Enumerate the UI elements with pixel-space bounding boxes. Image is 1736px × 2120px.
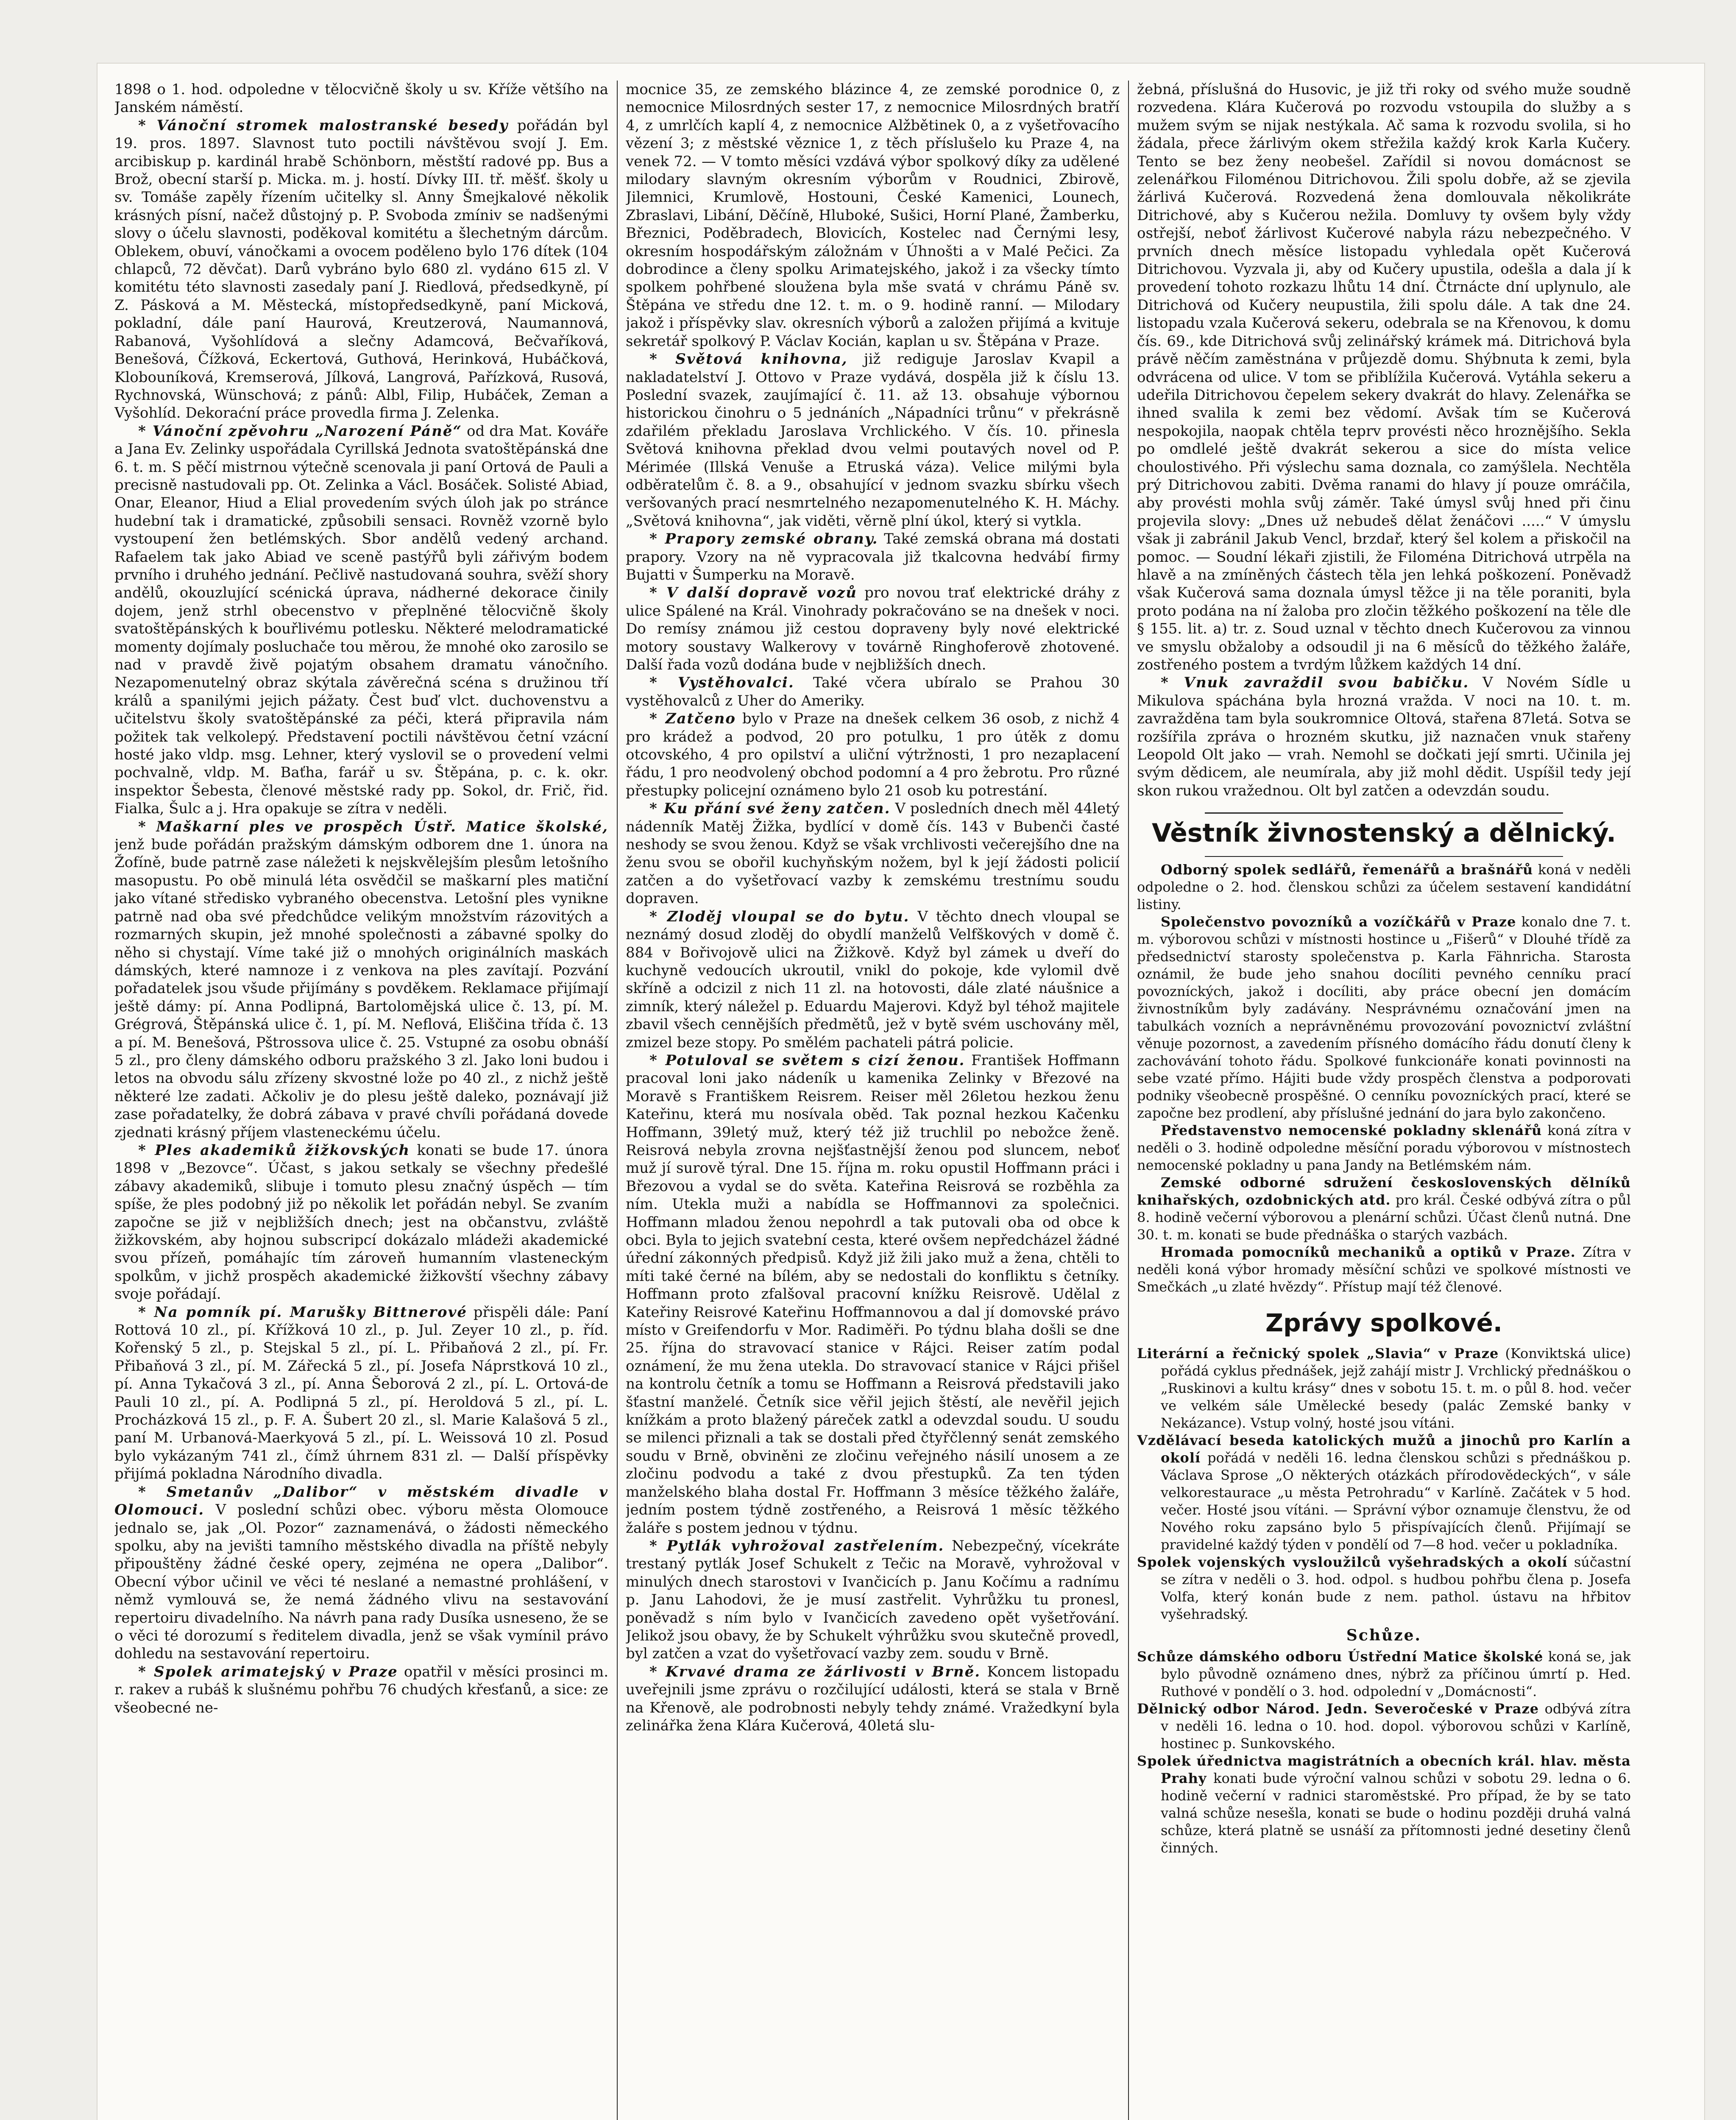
- article: [626, 908, 1120, 1052]
- notice-body: Zítra v neděli koná výbor hromady měsíční schůzi ve spolkové místnosti ve Smečkách „u zlaté hvězdy“. Přístup mají též členové.: [1137, 1244, 1631, 1295]
- article: [114, 1663, 608, 1717]
- article-body: pro novou trať elektrické dráhy z ulice Spálené na Král. Vinohrady pokračováno se na dnešek v noci. Do remísy známou již cestou dopraveny byly nové elektrické motory soustavy Walkerovy v továrně Ringhoferově zhotovené. Další řada vozů dodána bude v nejbližších dnech.: [626, 584, 1120, 673]
- notice-headline: Představenstvo nemocenské pokladny sklenářů: [1161, 1122, 1542, 1139]
- notice: [1137, 1700, 1631, 1752]
- article-headline: * Krvavé drama ze žárlivosti v Brně.: [649, 1663, 981, 1680]
- notice: [1137, 913, 1631, 1122]
- article: [626, 1052, 1120, 1537]
- article-body: konati se bude 17. února 1898 v „Bezovce“. Účast, s jakou setkaly se všechny předešlé zábavy akademiků, slibuje i tomuto plesu značný úspěch — tím spíše, že ples podobný již po několik let pořádán nebyl. Se zvaním započne se již v nejbližších dnech; jest na občanstvu, zvláště žižkovském, aby hojnou subscripcí dokázalo mládeži akademické svou přízeň, pomáhajíc tím zároveň humanním vlasteneckým spolkům, v jichž prospěch akademické žižkovští všechny zábavy svoje pořádají.: [114, 1141, 608, 1303]
- vestnik-section: [1137, 861, 1631, 1296]
- article: [114, 1483, 608, 1663]
- notice-headline: Spolek vojenských vysloužilců vyšehradských a okolí: [1137, 1554, 1568, 1570]
- notice: [1137, 861, 1631, 913]
- notice: [1137, 1122, 1631, 1174]
- zpravy-section: [1137, 1345, 1631, 1623]
- article-body: jenž bude pořádán pražským dámským odborem dne 1. února na Žofíně, bude patrně zase náležeti k nejskvělejším plesům letošního masopustu. Po obě minulá léta osvědčil se maškarní ples matiční jako vítané středisko vybraného obecenstva. Letošní ples vynikne patrně nad oba své předchůdce velikým množstvím rázovitých a rozmarných skupin, jež mnohé společnosti a zábavné spolky do něho si chystají. Víme také již o mnohých originálních maskách dámských, které namnoze i z venkova na ples zavítají. Pozvání pořadatelek jsou všude přijímány s povděkem. Reklamace přijímají ještě dámy: pí. Anna Podlipná, Bartolomějská ulice č. 13, pí. M. Grégrová, Štěpánská ulice č. 1, pí. M. Neflová, Eliščina třída č. 13 a pí. M. Benešová, Pštrossova ulice č. 25. Vstupné za osobu obnáší 5 zl., pro členy dámského odboru pražského 3 zl. Jako loni budou i letos na obvodu sálu zřízeny skvostné lože po 40 zl., z nichž ještě některé lze zadati. Ačkoliv je do plesu ještě daleko, poznávají již zase pořadatelky, že dobrá zábava v pravé chvíli pořádaná dovede zjednati krásný příjem vlasteneckému účelu.: [114, 836, 608, 1141]
- notice-body: koná zítra v neděli o 3. hodině odpoledne měsíční poradu výborovou v místnostech nemocenské pokladny u pana Jandy na Betlémském nám.: [1137, 1122, 1631, 1174]
- article-headline: * Spolek arimatejský v Praze: [138, 1663, 398, 1680]
- article-headline: * Pytlák vyhrožoval zastřelením.: [649, 1537, 945, 1554]
- article-headline: * Vánoční zpěvohru „Narození Páně“: [138, 422, 462, 440]
- notice-body: koná se, jak bylo původně oznámeno dnes, nýbrž za příčinou úmrtí p. Hed. Ruthové v pondělí o 3. hod. odpolední v „Domácnosti“.: [1161, 1648, 1631, 1699]
- article: [114, 117, 608, 422]
- article: [114, 818, 608, 1141]
- notice-headline: Spolek úřednictva magistrátních a obecních král. hlav. města Prahy: [1137, 1752, 1631, 1786]
- notice-body: pro král. České odbývá zítra o půl 8. hodině večerní výborovou a plenární schůzi. Účast členů nutná. Dne 30. t. m. konati se bude přednáška o starých vazbách.: [1137, 1192, 1631, 1243]
- notice-headline: Vzdělávací beseda katolických mužů a jinochů pro Karlín a okolí: [1137, 1432, 1631, 1466]
- article-body: Také včera ubíralo se Prahou 30 vystěhovalců z Uher do Ameriky.: [626, 674, 1120, 709]
- article-body: přispěli dále: Paní Rottová 10 zl., pí. Křížková 10 zl., p. Jul. Zeyer 10 zl., p. říd. Kořenský 5 zl., p. Stejskal 5 zl., pí. L. Přibaňová 2 zl., pí. Fr. Přibaňová 3 zl., pí. M. Zářecká 5 zl., pí. Josefa Náprstková 10 zl., pí. Anna Tykačová 3 zl., pí. Anna Šeborová 2 zl., pí. L. Ortová-de Pauli 10 zl., pí. A. Podlipná 5 zl., pí. Heroldová 5 zl., pí. L. Procházková 15 zl., p. F. A. Šubert 20 zl., sl. Marie Kalašová 5 zl., paní M. Urbanová-Maerkyová 5 zl., pí. L. Weissová 10 zl. Posud bylo vykázaným 741 zl., čímž úhrnem 831 zl. — Další příspěvky přijímá pokladna Národního divadla.: [114, 1303, 608, 1483]
- article-body: Koncem listopadu uveřejnili jsme zprávu o rozčilující události, která se stala v Brně na Křenově, ale podrobnosti nebyly tehdy známé. Vražedkyní byla zelinářka žena Klára Kučerová, 40letá slu-: [626, 1663, 1120, 1734]
- article-paragraph: mocnice 35, ze zemského blázince 4, ze zemské porodnice 0, z nemocnice Milosrdných sester 17, z nemocnice Milosrdných bratří 4, z umrlčích kaplí 4, z nemocnice Alžbětinek 0, a z vyšetřovacího vězení 3; z městské věznice 1, z těch příslušelo ku Praze 4, na venek 72. — V tomto měsíci vzdává výbor spolkový díky za udělené milodary slavným okresním výborům v Roudnici, Zbirově, Jilemnici, Krumlově, Hostouni, České Kamenici, Lounech, Zbraslavi, Libání, Děčíně, Hluboké, Sušici, Horní Plané, Žamberku, Březnici, Poděbradech, Blovicích, Kostelec nad Černými lesy, okresním hospodářským záložnám v Úhnošti a v Malé Pečici. Za dobrodince a členy spolku Arimatejského, jakož i za všecky tímto spolkem pohřbené sloužena byla mše svatá v chrámu Páně sv. Štěpána ve středu dne 12. t. m. o 9. hodině ranní. — Milodary jakož i příspěvky slav. okresních výborů a založen přijímá a kvituje sekretář spolkový P. Václav Kocián, kaplan u sv. Štěpána v Praze.: [626, 81, 1120, 350]
- notice: [1137, 1345, 1631, 1432]
- article-headline: * V další dopravě vozů: [649, 584, 857, 602]
- notice: [1137, 1554, 1631, 1623]
- article-headline: * Maškarní ples ve prospěch Ústř. Matice školské,: [138, 818, 608, 835]
- article: [626, 1663, 1120, 1735]
- article-headline: * Vystěhovalci.: [649, 674, 794, 692]
- section-heading-schuze: Schůze.: [1346, 1626, 1422, 1645]
- article-headline: * Na pomník pí. Marušky Bittnerové: [138, 1303, 467, 1321]
- article-headline: * Smetanův „Dalibor“ v městském divadle v Olomouci.: [114, 1483, 608, 1519]
- article-headline: * Ku přání své ženy zatčen.: [649, 800, 891, 817]
- article: [626, 1537, 1120, 1663]
- article-headline: * Ples akademiků žižkovských: [138, 1141, 410, 1159]
- article-body: opatřil v měsíci prosinci m. r. rakev a rubáš k slušnému pohřbu 76 chudých křesťanů, a sice: ze všeobecné ne-: [114, 1663, 608, 1716]
- column-divider: [1128, 81, 1129, 2120]
- section-rule: [1205, 856, 1563, 857]
- section-heading-vestnik: Věstník živnostenský a dělnický.: [1152, 818, 1616, 848]
- notice-body: odbývá zítra v neděli 16. ledna o 10. hod. dopol. výborovou schůzi v Karlíně, hostinec p. Sunkovského.: [1161, 1700, 1631, 1752]
- article: [626, 350, 1120, 530]
- notice: [1137, 1244, 1631, 1296]
- article: [626, 674, 1120, 710]
- article: [114, 1141, 608, 1303]
- article-headline: * Světová knihovna,: [649, 351, 848, 368]
- article-body: Také zemská obrana má dostati prapory. Vzory na ně vypracovala již tkalcovna hedvábí firmy Bujatti v Šumperku na Moravě.: [626, 530, 1120, 583]
- newspaper-page: [98, 64, 1704, 2120]
- notice-body: (Konviktská ulice) pořádá cyklus přednášek, jejž zahájí mistr J. Vrchlický přednáškou o „Ruskinovi a kultu krásy“ dnes v sobotu 15. t. m. o půl 8. hod. večer ve velkém sále Umělecké besedy (palác Zemské banky v Nekázance). Vstup volný, hosté jsou vítáni.: [1161, 1345, 1631, 1431]
- article-body: V posledních dnech měl 44letý nádenník Matěj Žižka, bydlící v domě čís. 143 v Bubenči časté neshody se svou ženou. Když se však vrchlivosti večerejšího dne na ženu svou se obořil kuchyňským nožem, byl k její žádosti policií zatčen a do vyšetřovací vazby k zemskému trestnímu soudu dopraven.: [626, 800, 1120, 907]
- notice-body: pořádá v neděli 16. ledna členskou schůzi s přednáškou p. Václava Sprose „O některých otázkách přírodovědeckých“, v sále velkorestaurace „u města Petrohradu“ v Karlíně. Začátek v 5 hod. večer. Hosté jsou vítáni. — Správní výbor oznamuje členstvu, že od Nového roku zapsáno bylo 5 přispívajících členů. Přijímají se pravidelné každý týden v pondělí od 7—8 hod. večer u pokladníka.: [1161, 1450, 1631, 1553]
- article: [114, 1303, 608, 1483]
- notice: [1137, 1432, 1631, 1554]
- notice-headline: Dělnický odbor Národ. Jedn. Severočeské v Praze: [1137, 1700, 1539, 1717]
- notice-body: súčastní se zítra v neděli o 3. hod. odpol. s hudbou pohřbu člena p. Josefa Volfa, který konán bude z nem. pathol. ústavu na hřbitov vyšehradský.: [1161, 1554, 1631, 1623]
- article-paragraph: 1898 o 1. hod. odpoledne v tělocvičně školy u sv. Kříže většího na Janském náměstí.: [114, 81, 608, 116]
- article-body: František Hoffmann pracoval loni jako nádeník u kamenika Zelinky v Březové na Moravě s Františkem Reisrem. Reiser měl 26letou hezkou ženu Kateřinu, která mu nosívala oběd. Tak poznal hezkou Kačenku Hoffmann, 39letý muž, který též již truchlil po nebožce ženě. Reisrová nebyla zrovna nejšťastnější ženou pod sluncem, neboť muž jí surově týral. Dne 15. října m. roku opustil Hoffmann práci i Březovou a vydal se do světa. Kateřina Reisrová se rozběhla za ním. Utekla muži a nabídla se Hoffmannovi za společnici. Hoffmann mladou ženou nepohrdl a tak putovali oba od obce k obci. Byla to jejich svatební cesta, které ovšem nepředcházel žádné úřední zákonných předpisů. Když již žili jako muž a žena, chtěli to míti také černé na bílém, aby se nedostali do konfliktu s četníky. Hoffmann proto zfalšoval pracovní knížku Reisrově. Udělal z Kateřiny Reisrové Kateřinu Hoffmannovou a dal jí domovské právo místo v Greifendorfu v Mor. Radiměři. Po týdnu blaha došli se dne 25. října do stravovací stanice v Rájci. Reiser zatím podal oznámení, že mu žena utekla. Do stravovací stanice v Rájci přišel na kontrolu četník a tomu se Hoffmann a Reisrová představili jako šťastní manželé. Četník sice věřil jejich štěstí, ale nevěřil jejich knížkám a proto blažený páreček zatkl a odevzdal soudu. U soudu se milenci přiznali a tak se dostali před čtyřčlenný senát zemského soudu v Brně, obviněni ze zločinu veřejného násilí unosem a ze zločinu podvodu a také z dvou přestupků. Za ten týden manželského blaha dostal Fr. Hoffmann 3 měsíce těžkého žaláře, jedním postem týdně zostřeného, a Reisrová 1 měsíc těžkého žaláře s postem jednou v týdnu.: [626, 1052, 1120, 1537]
- notice-headline: Literární a řečnický spolek „Slavia“ v Praze: [1137, 1345, 1499, 1362]
- section-rule: [1205, 812, 1563, 814]
- column-divider: [617, 81, 618, 2120]
- column-left: [114, 81, 608, 2120]
- notice: [1137, 1752, 1631, 1857]
- article: [1137, 674, 1631, 800]
- notice-headline: Společenstvo povozníků a vozíčkářů v Praze: [1161, 914, 1516, 930]
- column-middle: [626, 81, 1120, 2120]
- notice-headline: Odborný spolek sedlářů, řemenářů a brašnářů: [1161, 862, 1533, 878]
- notice-headline: Hromada pomocníků mechaniků a optiků v Praze.: [1161, 1244, 1576, 1261]
- article-headline: * Prapory zemské obrany.: [649, 530, 878, 548]
- schuze-section: [1137, 1648, 1631, 1857]
- article-headline: * Vnuk zavraždil svou babičku.: [1161, 674, 1469, 692]
- notice-headline: Schůze dámského odboru Ústřední Matice školské: [1137, 1648, 1544, 1665]
- article: [114, 422, 608, 818]
- article-headline: * Zatčeno: [649, 710, 736, 728]
- article-body: bylo v Praze na dnešek celkem 36 osob, z nichž 4 pro krádež a podvod, 20 pro potulku, 1 pro útěk z domu otcovského, 4 pro opilství a uliční výtržnosti, 1 pro nezaplacení řádu, 1 pro neodvolený obchod podomní a 4 pro žebrotu. Pro různé přestupky policejní oznámeno bylo 21 osob ku potrestání.: [626, 710, 1120, 799]
- column-right: [1137, 81, 1631, 2120]
- notice-body: koná v neděli odpoledne o 2. hod. členskou schůzi za účelem sestavení kandidátní listiny.: [1137, 862, 1631, 913]
- article-body: V Novém Sídle u Mikulova spáchána byla hrozná vražda. V noci na 10. t. m. zavražděna tam byla soukromnice Oltová, stařena 87letá. Sotva se rozšířila zpráva o hrozném skutku, již naznačen vnuk stařeny Leopold Olt jako — vrah. Nemohl se dočkati její smrti. Učinila jej svým dědicem, ale neumírala, aby již mohl dědit. Uspíšil tedy její skon rukou vražednou. Olt byl zatčen a odevzdán soudu.: [1137, 674, 1631, 799]
- article-body: V těchto dnech vloupal se neznámý dosud zloděj do obydlí manželů Velfškových v domě č. 884 v Bořivojově ulici na Žižkově. Když byl zámek u dveří do kuchyně vedoucích ukroutil, vnikl do pokoje, kde vylomil dvě skříně a odcizil z nich 11 zl. na hotovosti, dále zlaté náušnice a zimník, který náležel p. Eduardu Majerovi. Když byl téhož majitele zbavil všech cennějších předmětů, jež v bytě svém uschovány měl, zmizel beze stopy. Po smělém pachateli pátrá policie.: [626, 908, 1120, 1051]
- article: [626, 584, 1120, 674]
- article-body: V poslední schůzi obec. výboru města Olomouce jednalo se, jak „Ol. Pozor“ zaznamenává, o žádosti německého spolku, aby na jevišti tamního městského divadla na příště nebyly připouštěny žádné české opery, zejména ne opera „Dalibor“. Obecní výbor učinil ve věci té neslané a nemastné prohlášení, v němž vymlouvá se, že nemá žádného vlivu na sestavování repertoiru divadelního. Na návrh pana rady Dusíka usneseno, že se o věci té dorozumí s ředitelem divadla, jenž se však vymínil právo dohledu na sestavování repertoiru.: [114, 1501, 608, 1663]
- article-headline: * Potuloval se světem s cizí ženou.: [649, 1052, 965, 1069]
- notice-body: konalo dne 7. t. m. výborovou schůzi v místnosti hostince u „Fišerů“ v Dlouhé třídě za předsednictví starosty společenstva p. Karla Fähnricha. Starosta oznámil, že bude jeho snahou docíliti pevného cenníku prací povozníckých, jakož i docíliti, aby práce obecní jen domácím živnostníkům byly zadávány. Nesprávnému označování jmen na tabulkách vozních a neprávněnému provozování povoznictví zvláštní věnuje pozornost, a zavedením přísného domácího řádu donutí členy k zachovávání tohoto řádu. Spolkové funkcionáře konati povinnosti na sebe vzaté přímo. Hájiti bude vždy prospěch členstva a podporovati podniky všeobecně prospěšné. O cenníku povozníckých prací, které se započne bez prodlení, aby příslušné jednání do jara bylo zakončeno.: [1137, 914, 1631, 1121]
- article-paragraph: žebná, příslušná do Husovic, je již tři roky od svého muže soudně rozvedena. Klára Kučerová po rozvodu vstoupila do služby a s mužem svým se nijak nestýkala. Ač sama k rozvodu svolila, si ho žádala, přece žárlivým okem střežila každý krok Karla Kučery. Tento se bez ženy neobešel. Zařídil si novou domácnost se zelenářkou Filoménou Ditrichovou. Žili spolu dobře, až se zjevila žárlivá Kučerová. Rozvedená žena domlouvala několikráte Ditrichové, aby s Kučerou nežila. Domluvy ty ovšem byly vždy ostřejší, neboť žárlivost Kučerové nabyla rázu nebezpečného. V prvních dnech měsíce listopadu vyhledala opět Kučerová Ditrichovou. Vyzvala ji, aby od Kučery upustila, odešla a dala jí k provedení tohoto rozkazu lhůtu 14 dní. Čtrnácte dní uplynulo, ale Ditrichová od Kučery neupustila, žili spolu dále. A tak dne 24. listopadu vzala Kučerová sekeru, odebrala se na Křenovou, k domu čís. 69., kde Ditrichová svůj zelinářský krámek má. Ditrichová byla právě něčím zaměstnána v průjezdě domu. Shýbnuta k zemi, byla odvrácena od ulice. V tom se přiblížila Kučerová. Vytáhla sekeru a udeřila Ditrichovou čepelem sekery dvakrát do hlavy. Zelenářka se ihned svalila k zemi bez vědomí. Avšak tím se Kučerová nespokojila, naopak chtěla teprv provésti něco hroznějšího. Sekla po omdlelé ještě dvakrát sekerou a sice do místa velice choulostivého. Při výslechu sama doznala, co zamýšlela. Nechtěla prý Ditrichovou zabiti. Dvěma ranami do hlavy jí pouze omráčila, aby provésti mohla svůj záměr. Také úmysl svůj hned při činu projevila slovy: „Dnes už nebudeš dělat ženáčovi .....“ V úmyslu však ji zabránil Jakub Vencl, brzdař, který šel kolem a přiskočil na pomoc. — Soudní lékaři zjistili, že Filoména Ditrichová utrpěla na hlavě a na zmíněných částech těla jen lehká poškození. Poněvadž však Kučerová sama doznala úmysl těžce ji na těle poraniti, byla proto podána na ní žaloba pro zločin těžkého poškození na těle dle § 155. lit. a) tr. z. Soud uznal v těchto dnech Kučerovou za vinnou ve smyslu obžaloby a odsoudil ji na 6 měsíců do těžkého žaláře, zostřeného postem a tvrdým lůžkem každých 14 dní.: [1137, 81, 1631, 673]
- article-body: již rediguje Jaroslav Kvapil a nakladatelství J. Ottovo v Praze vydává, dospěla již k číslu 13. Poslední svazek, zaujímající č. 11. až 13. obsahuje výbornou historickou činohru o 5 jednáních „Nápadníci trůnu“ v překrásně zdařilém překladu Jaroslava Vrchlického. V čís. 10. přinesla Světová knihovna překlad dvou velmi poutavých novel od P. Mérimée (Illská Venuše a Etruská váza). Velice milými byla odběratelům č. 8. a 9., obsahující v jednom svazku sbírku všech veršovaných prací nesmrtelného nezapomenutelného K. H. Máchy. „Světová knihovna“, jak viděti, věrně plní úkol, který si vytkla.: [626, 351, 1120, 530]
- article: [626, 530, 1120, 584]
- section-heading-zpravy: Zprávy spolkové.: [1265, 1308, 1502, 1338]
- notice: [1137, 1648, 1631, 1700]
- notice-body: konati bude výroční valnou schůzi v sobotu 29. ledna o 6. hodině večerní v radnici staroměstské. Pro případ, že by se tato valná schůze nesešla, konati se bude o hodinu později druhá valná schůze, která platně se usnáší za přítomnosti jedné desetiny členů činných.: [1161, 1770, 1631, 1856]
- article-body: od dra Mat. Kováře a Jana Ev. Zelinky uspořádala Cyrillská Jednota svatoštěpánská dne 6. t. m. S pěčí mistrnou výtečně scenovala ji paní Ortová de Pauli a precisně nastudovali pp. Ot. Zelinka a Václ. Bosáček. Solisté Abiad, Onar, Eleanor, Hiud a Elial provedením svých úloh jak po stránce hudební tak i dramatické, způsobili sensaci. Rovněž vzorně bylo vystoupení žen betlémských. Sbor andělů vedený archand. Rafaelem tak jako Abiad ve sceně pastýřů byli zářivým bodem prvního i druhého jednání. Pečlivě nastudovaná souhra, svěží shory andělů, okouzlující scénická úprava, nádherné dekorace činily dojem, jenž strhl obecenstvo v přeplněné tělocvičně školy svatoštěpánských k bouřlivému potlesku. Některé melodramatické momenty dojímaly posluchače tou měrou, že mnohé oko zarosilo se nad v pravdě živě pojatým obsahem dramatu vánočního. Nezapomenutelný obraz skýtala závěrečná scéna s družinou tří králů a spanilými jejich pážaty. Čest buď vlct. duchovenstvu a učitelstvu školy svatoštěpánské za péči, která připravila nám požitek tak velkolepý. Představení poctili návštěvou četní vzácní hosté jako vldp. msg. Lehner, který vyslovil se o provedení velmi pochvalně, vldp. M. Baťha, farář u sv. Štěpána, p. c. k. okr. inspektor Šebesta, členové městské rady pp. Sokol, dr. Frič, řid. Fialka, Šulc a j. Hra opakuje se zítra v neděli.: [114, 422, 608, 817]
- notice: [1137, 1174, 1631, 1244]
- article-body: pořádán byl 19. pros. 1897. Slavnost tuto poctili návštěvou svojí J. Em. arcibiskup p. kardinál hrabě Schönborn, městští radové pp. Bus a Brož, obecní starší p. Micka. m. j. hostí. Dívky III. tř. měšť. školy u sv. Tomáše zapěly řízením učitelky sl. Anny Šmejkalové několik krásných písní, načež důstojný p. P. Svoboda zmíniv se nadšenými slovy o účelu slavnosti, poděkoval komitétu a šlechetným dárcům. Oblekem, obuví, vánočkami a ovocem poděleno bylo 176 dítek (104 chlapců, 72 děvčat). Darů vybráno bylo 680 zl. vydáno 615 zl. V komitétu této slavnosti zasedaly paní J. Riedlová, předsedkyně, pí Z. Pásková a M. Městecká, místopředsedkyně, paní Micková, pokladní, dále paní Haurová, Kreutzerová, Naumannová, Rabanová, Vyšohlídová a slečny Adamcová, Bečvaříková, Benešová, Čížková, Eckertová, Guthová, Herinková, Hubáčková, Klobouníková, Kremserová, Jílková, Langrová, Pařízková, Rusová, Rychnovská, Wünschová; z pánů: Albl, Filip, Hubáček, Zeman a Vyšohlíd. Dekoraćní práce provedla firma J. Zelenka.: [114, 117, 608, 422]
- notice-headline: Zemské odborné sdružení československých dělníků knihařských, ozdobnických atd.: [1137, 1174, 1631, 1208]
- article: [626, 710, 1120, 800]
- article: [626, 800, 1120, 907]
- article-body: Nebezpečný, vícekráte trestaný pytlák Josef Schukelt z Tečic na Moravě, vyhrožoval v minulých dnech starostovi v Ivančicích p. Janu Kočímu a radnímu p. Janu Lahodovi, že je musí zastřelit. Vyhrůžku tu pronesl, poněvadž s ním bylo v Ivančicích zavedeno opět vyšetřování. Jelikož jsou obavy, že by Schukelt výhrůžku svou skutečně provedl, byl zatčen a vzat do vyšetřovací vazby zem. soudu v Brně.: [626, 1537, 1120, 1663]
- article-headline: * Vánoční stromek malostranské besedy: [138, 117, 509, 134]
- article-headline: * Zloděj vloupal se do bytu.: [649, 908, 910, 925]
